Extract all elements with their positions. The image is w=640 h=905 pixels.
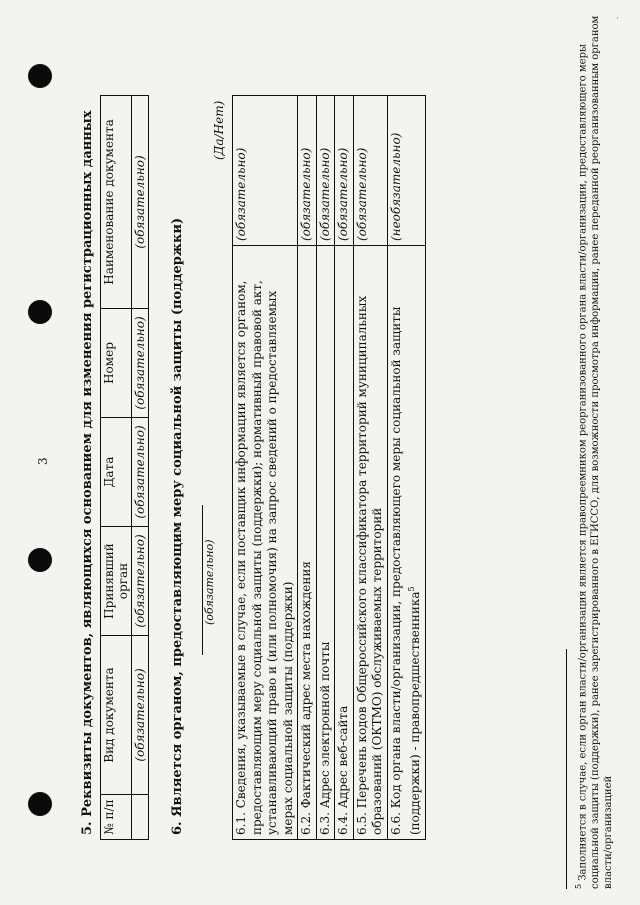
column-header: Наименование документа <box>101 96 132 309</box>
table-header-row <box>101 96 132 840</box>
section6-heading: 6. Является органом, предоставляющим меру социальной защиты (поддержки) <box>170 217 185 835</box>
table-cell: (обязательно) <box>132 636 149 795</box>
footnote-divider <box>566 649 567 889</box>
table-cell <box>132 795 149 840</box>
row-label: 6.5. Перечень кодов Общероссийского классификатора территорий муниципальных образований (ОКТМО) обслуживаемых территорий <box>353 246 387 840</box>
table-cell: (обязательно) <box>132 309 149 418</box>
row-value: (необязательно) <box>387 96 425 246</box>
section5-heading: 5. Реквизиты документов, являющихся основанием для изменения регистрационных данных <box>80 110 95 835</box>
row-value: (обязательно) <box>353 96 387 246</box>
table-row <box>298 96 317 840</box>
row-label: 6.4. Адрес веб-сайта <box>335 246 354 840</box>
table-cell: (обязательно) <box>132 527 149 636</box>
row-label: 6.3. Адрес электронной почты <box>316 246 335 840</box>
footnote-text: Заполняется в случае, если орган власти/организация является правопреемником реорганизованного органа власти/организации, предоставляющего меры социальной защиты (поддержки), ранее зарегистрированного в ЕГИССО, для возможности просмотра информации, ранее переданной реорганизованным органом власти/организацией <box>577 15 615 889</box>
row-value: (обязательно) <box>316 96 335 246</box>
value-hint: (обязательно) <box>203 539 216 625</box>
footnote-ref: 5 <box>407 586 416 592</box>
row-label: 6.1. Сведения, указываемые в случае, если поставщик информации является органом, предоставляющим меру социальной защиты (поддержки); нормативный правовой акт, устанавливающий право и (или полномочия) на запрос сведений о предоставляемых мерах социальной защиты (поддержки) <box>233 246 298 840</box>
row-label-text: 6.6. Код органа власти/организации, предоставляющего меры социальной защиты (поддержки) - правопредшественника <box>388 306 422 835</box>
column-header: Принявший орган <box>101 527 132 636</box>
row-label: 6.2. Фактический адрес места нахождения <box>298 246 317 840</box>
table-row <box>233 96 298 840</box>
page-number: 3 <box>36 457 50 465</box>
table-row <box>387 96 425 840</box>
table-row <box>132 96 149 840</box>
table-row <box>353 96 387 840</box>
column-header: Вид документа <box>101 636 132 795</box>
value-caption: (Да/Нет) <box>212 100 226 160</box>
row-value: (обязательно) <box>335 96 354 246</box>
section6-table <box>232 95 426 840</box>
column-header: Дата <box>101 418 132 527</box>
table-row <box>316 96 335 840</box>
row-value: (обязательно) <box>298 96 317 246</box>
table-cell: (обязательно) <box>132 96 149 309</box>
footnote-number: 5 <box>574 883 583 889</box>
column-header: № п/п <box>101 795 132 840</box>
row-value: (обязательно) <box>233 96 298 246</box>
corner-mark: · <box>616 14 619 23</box>
row-label <box>387 246 425 840</box>
footnote <box>572 9 615 889</box>
table-row <box>335 96 354 840</box>
table-cell: (обязательно) <box>132 418 149 527</box>
section5-table <box>100 95 149 840</box>
column-header: Номер <box>101 309 132 418</box>
